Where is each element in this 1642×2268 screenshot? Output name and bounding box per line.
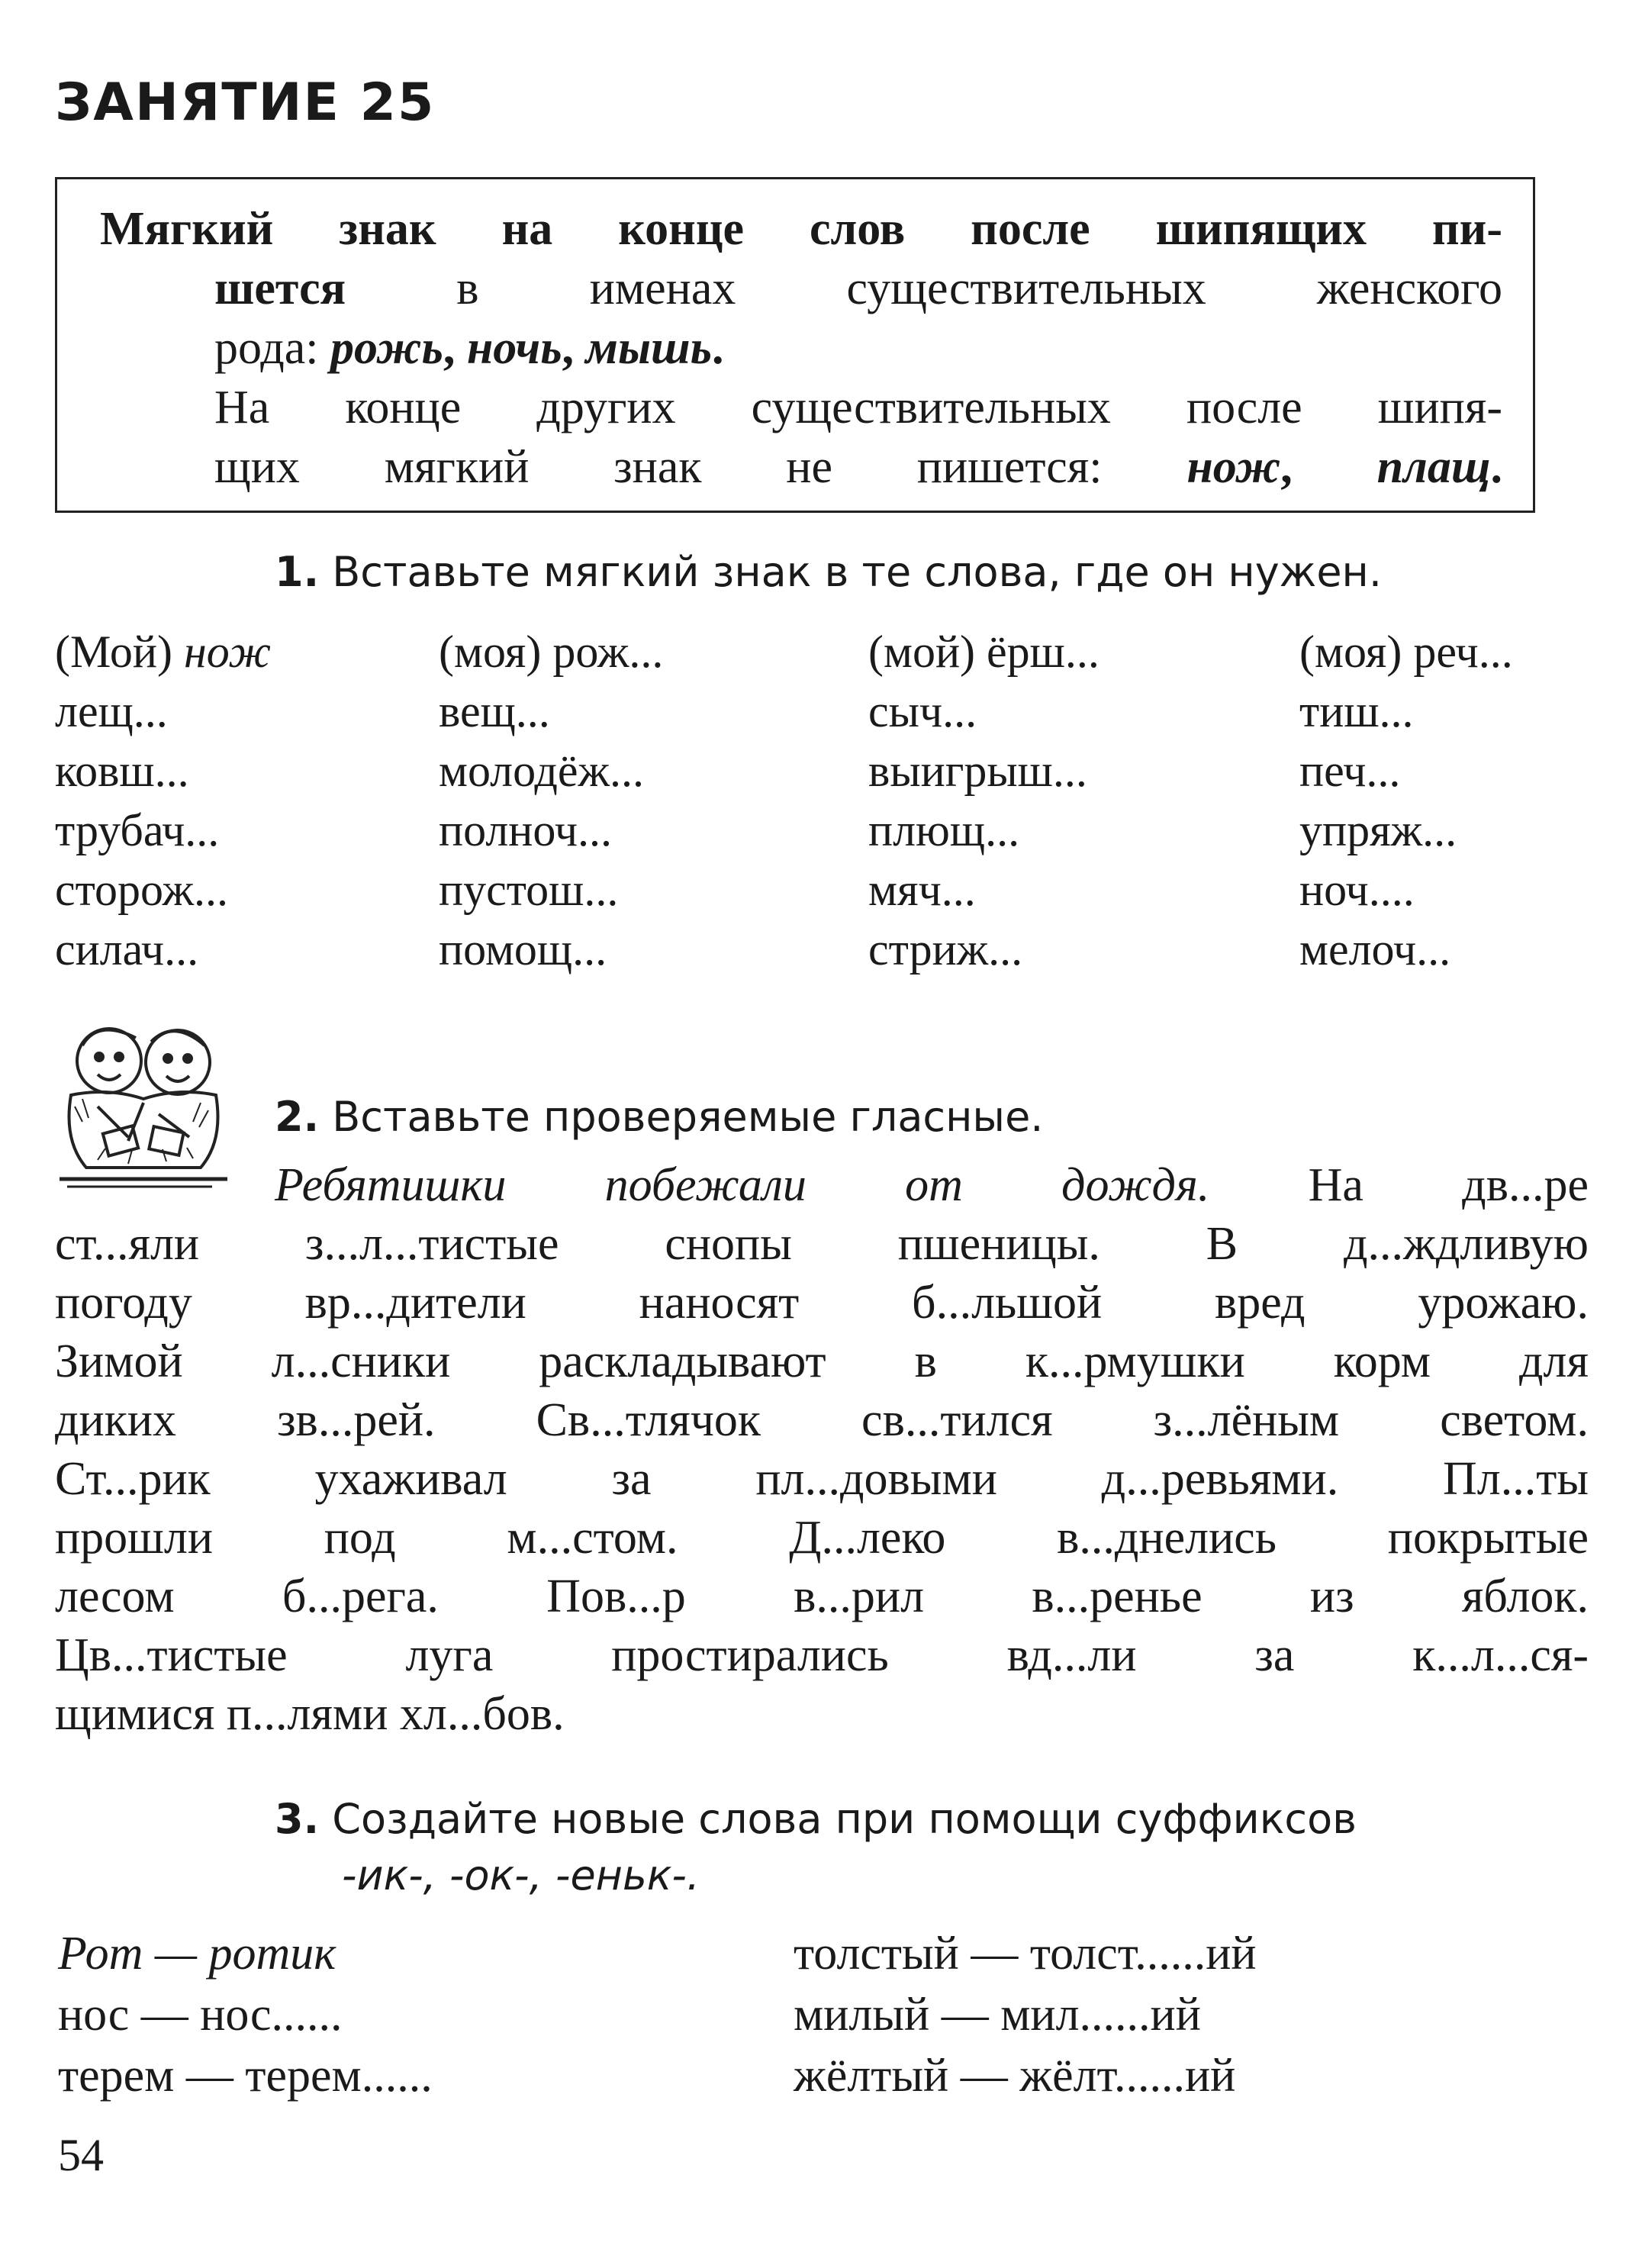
- task-1-column-1: [55, 622, 271, 979]
- rule-line-3: рода: рожь, ночь, мышь.: [214, 322, 724, 374]
- word-item: стриж...: [868, 924, 1023, 975]
- task-2-line: прошли под м...стом. Д...леко в...днелись покрытые: [55, 1512, 1589, 1564]
- task-3-number: 3.: [275, 1795, 320, 1843]
- task-3-suffixes: -ик-, -ок-, -еньк-.: [342, 1851, 700, 1899]
- task-1-header: [275, 548, 1382, 596]
- suffix-example-text: Рот — ротик: [58, 1928, 336, 1980]
- word-item: пустош...: [439, 865, 619, 915]
- example-nozh: нож: [1186, 441, 1281, 493]
- rule-box: [55, 177, 1535, 513]
- word-item: сыч...: [868, 686, 977, 736]
- task-2-line: Цв...тистые луга простирались вд...ли за к...л...ся-: [55, 1629, 1589, 1681]
- rule-line-4: На конце других существительных после шипя-: [214, 382, 1502, 433]
- task-1-example: [55, 622, 271, 681]
- task-2-number: 2.: [275, 1093, 320, 1141]
- word-item: трубач...: [55, 805, 220, 855]
- task-2-line-1-rest: На дв...ре: [1308, 1159, 1589, 1211]
- rule-word-pishetsya: шется: [214, 263, 346, 314]
- word-item: помощ...: [439, 924, 607, 975]
- word-item: мяч...: [868, 865, 976, 915]
- suffix-item: терем — терем......: [58, 2050, 433, 2102]
- word-item: ковш...: [55, 746, 189, 796]
- suffix-item: нос — нос......: [58, 1989, 343, 2041]
- task-1-number: 1.: [275, 548, 320, 596]
- word-item: сторож...: [55, 865, 229, 915]
- suffix-item: жёлтый — жёлт......ий: [794, 2050, 1236, 2102]
- suffix-item: милый — мил......ий: [794, 1989, 1201, 2041]
- rule-line-1: Мягкий знак на конце слов после шипящих пи-: [100, 203, 1502, 255]
- word-item: полноч...: [439, 805, 612, 855]
- lesson-title: ЗАНЯТИЕ 25: [55, 72, 436, 133]
- rule-line-2: [214, 262, 1502, 316]
- word-item: (моя) рож...: [439, 627, 664, 677]
- suffix-example: [58, 1923, 433, 1984]
- task-2-line: диких зв...рей. Св...тлячок св...тился з...лёным светом.: [55, 1394, 1589, 1446]
- example-prefix: (Мой): [55, 627, 172, 677]
- example-noch: ночь: [466, 322, 562, 374]
- word-item: мелоч...: [1299, 924, 1451, 975]
- task-2-example-sentence: Ребятишки побежали от дождя.: [275, 1159, 1210, 1211]
- word-item: (моя) реч...: [1299, 627, 1513, 677]
- word-item: выигрыш...: [868, 746, 1087, 796]
- rule-line-5-prefix: щих мягкий знак не пишется:: [214, 441, 1103, 493]
- task-2-line: лесом б...рега. Пов...р в...рил в...ренье из яблок.: [55, 1571, 1589, 1622]
- task-1-column-2: [439, 622, 663, 979]
- example-word: нож: [183, 627, 272, 677]
- task-1-column-3: [868, 622, 1099, 979]
- task-3-header: [275, 1795, 1357, 1843]
- word-item: печ...: [1299, 746, 1401, 796]
- page-number: 54: [58, 2130, 104, 2180]
- task-2-instruction: Вставьте проверяемые гласные.: [332, 1093, 1044, 1141]
- rule-line-5: щих мягкий знак не пишется: нож, плащ.: [214, 441, 1503, 493]
- example-mysh: мышь: [585, 322, 713, 374]
- example-plashch: плащ: [1376, 441, 1491, 493]
- rule-line-2-rest: в именах существительных женского: [456, 263, 1502, 314]
- word-item: силач...: [55, 924, 199, 975]
- word-item: вещ...: [439, 686, 550, 736]
- task-1-column-4: [1299, 622, 1513, 979]
- task-2-line: Зимой л...сники раскладывают в к...рмушки корм для: [55, 1335, 1589, 1387]
- task-2-line: щимися п...лями хл...бов.: [55, 1688, 565, 1740]
- task-3-right-column: [794, 1923, 1257, 2106]
- word-item: молодёж...: [439, 746, 645, 796]
- task-3-instruction: Создайте новые слова при помощи суффиксов: [332, 1795, 1357, 1843]
- word-item: (мой) ёрш...: [868, 627, 1099, 677]
- task-2-line-1: [275, 1156, 1589, 1215]
- word-item: плющ...: [868, 805, 1020, 855]
- word-item: ноч....: [1299, 865, 1415, 915]
- suffix-item: толстый — толст......ий: [794, 1928, 1257, 1980]
- task-2-line: погоду вр...дители наносят б...льшой вред урожаю.: [55, 1277, 1589, 1329]
- task-2-line: Ст...рик ухаживал за пл...довыми д...ревьями. Пл...ты: [55, 1453, 1589, 1505]
- task-1-instruction: Вставьте мягкий знак в те слова, где он нужен.: [332, 548, 1383, 596]
- children-reading-icon: [52, 1015, 238, 1194]
- word-item: лещ...: [55, 686, 168, 736]
- example-rozh: рожь: [330, 322, 443, 374]
- task-3-left-column: [58, 1923, 433, 2106]
- task-2-header: [275, 1093, 1043, 1141]
- word-item: тиш...: [1299, 686, 1414, 736]
- word-item: упряж...: [1299, 805, 1457, 855]
- task-2-line: ст...яли з...л...тистые снопы пшеницы. В д...ждливую: [55, 1218, 1589, 1270]
- rule-line-3-prefix: рода:: [214, 322, 319, 374]
